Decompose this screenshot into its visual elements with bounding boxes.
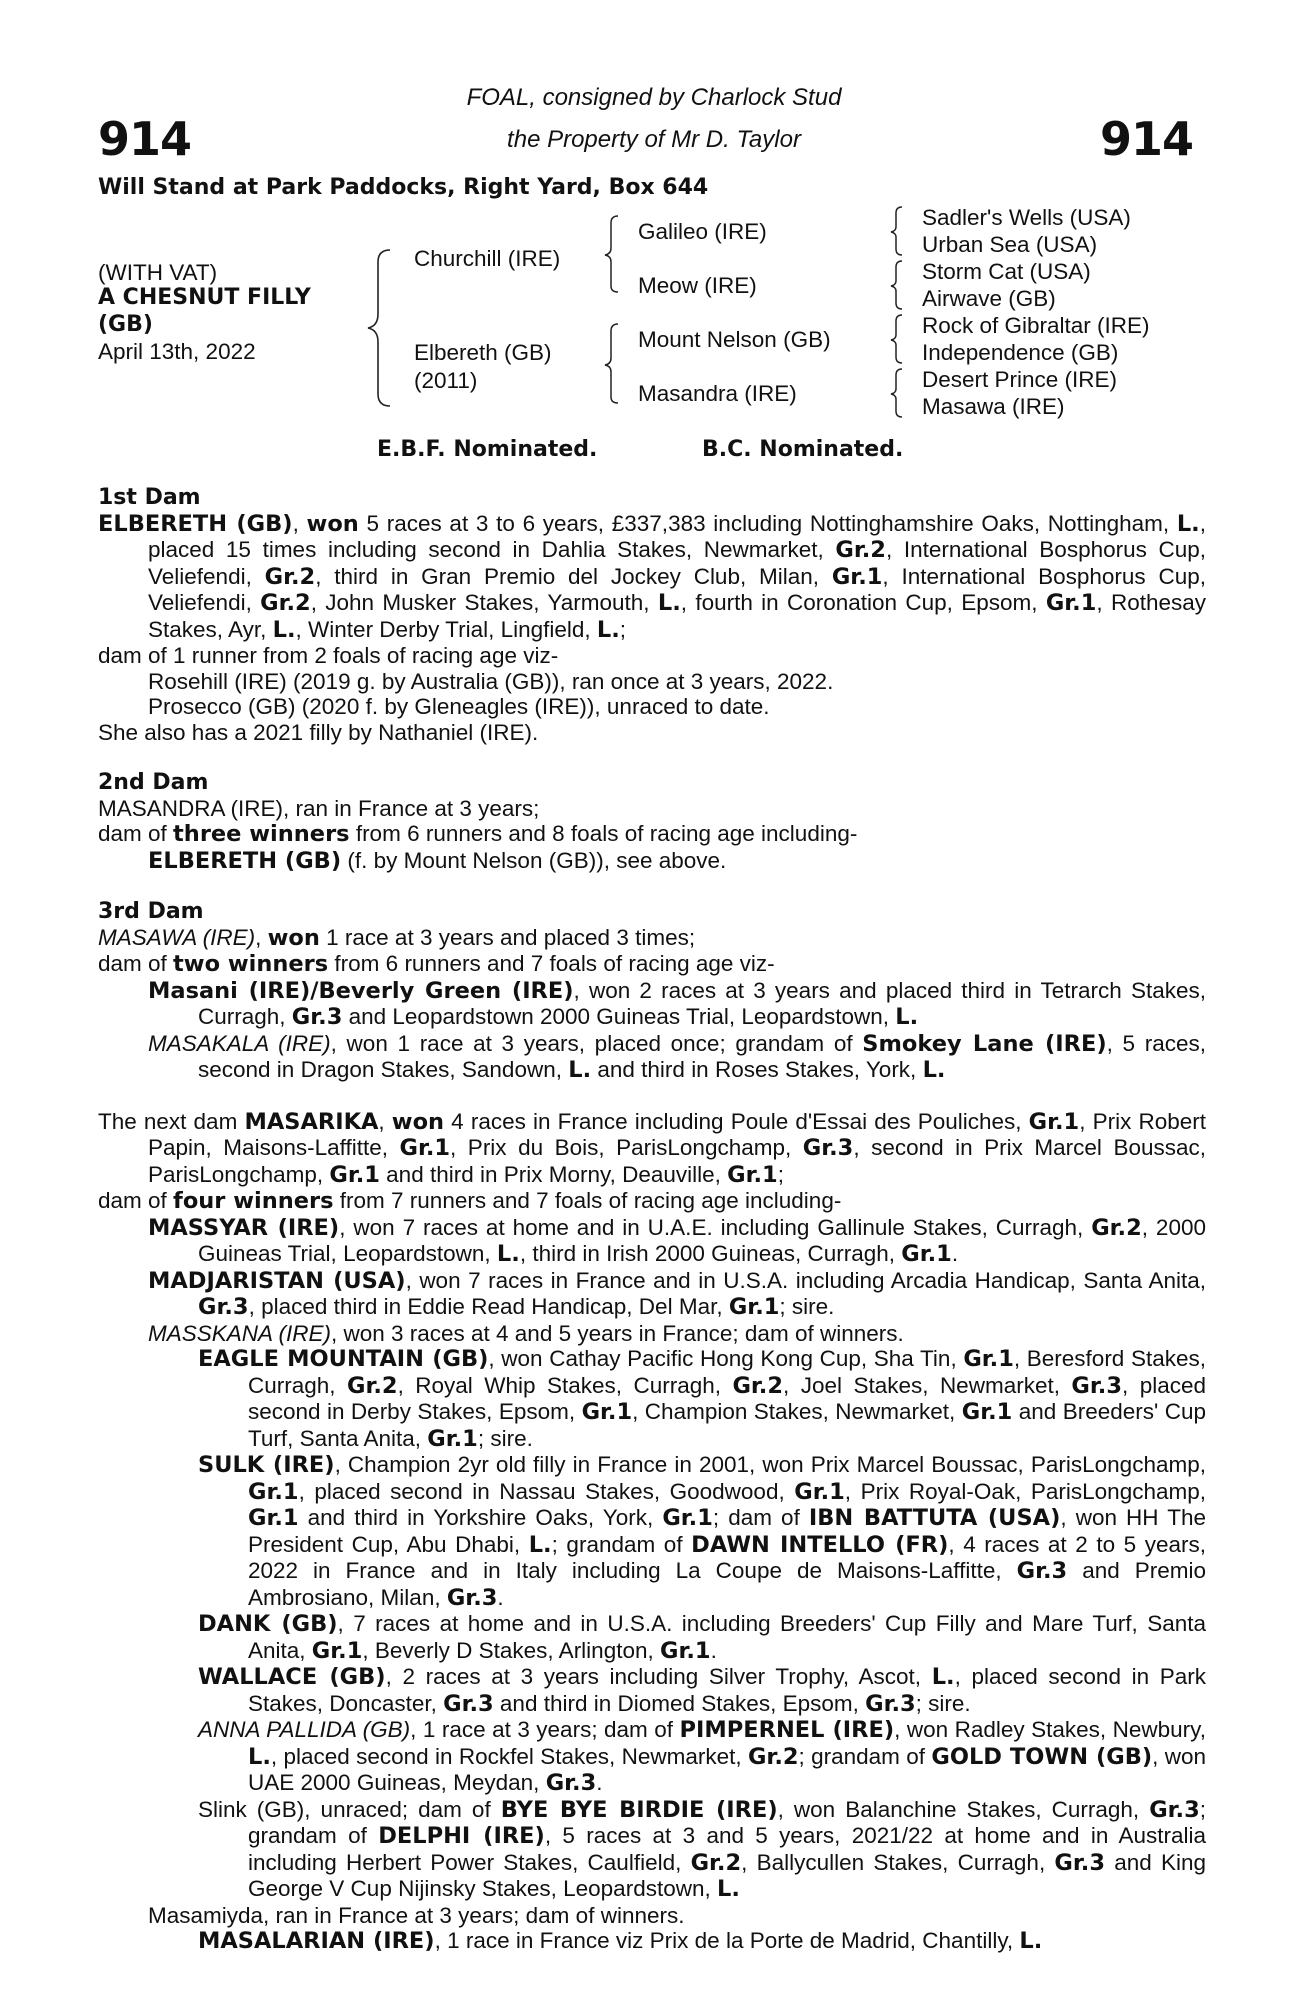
grade-listed: L. [568,1057,592,1083]
won-label: won [391,1108,445,1135]
text: Slink (GB), unraced; dam of [198,1796,501,1822]
record-text: , International Bosphorus Cup, Veliefendi, [148,563,1206,615]
ggp-5: Rock of Gibraltar (IRE) [922,313,1150,338]
pedigree-brace-dam [600,322,624,406]
ggp-8: Masawa (IRE) [922,394,1065,419]
text: , placed second in Park Stakes, Doncaster, [248,1664,1206,1716]
produce-item [98,1321,1206,1347]
produce-name: SULK (IRE) [198,1452,335,1478]
grade-gr3: Gr.3 [545,1770,597,1796]
produce-name: EAGLE MOUNTAIN (GB) [198,1346,489,1372]
vat-note: (WITH VAT) [98,260,218,285]
grade-listed: L. [248,1743,271,1770]
produce-item: Rosehill (IRE) (2019 g. by Australia (GB)), ran once at 3 years, 2022. [148,668,834,694]
grade-gr2: Gr.2 [260,590,311,616]
grade-gr3: Gr.3 [446,1584,498,1611]
grade-gr2: Gr.2 [264,563,316,590]
grade-gr3: Gr.3 [1071,1372,1122,1399]
produce-item: MASSYAR (IRE), won 7 races at home and in U.A.E. including Gallinule Stakes, Curragh, Gr.2, 2000 Guineas Trial, Leopardstown, L., third in Irish 2000 Guineas, Curragh, Gr.1. [148,1214,1206,1267]
produce-item [98,1346,1206,1452]
produce-name: GOLD TOWN (GB) [931,1743,1153,1770]
produce-item: SULK (IRE), Champion 2yr old filly in France in 2001, won Prix Marcel Boussac, ParisLongchamp, Gr.1, placed second in Nassau Stakes, Goodwood, Gr.1, Prix Royal-Oak, ParisLongchamp, Gr.1 and third in Yorkshire Oaks, York, Gr.1; dam of IBN BATTUTA (USA), won HH The President Cup, Abu Dhabi, L.; grandam of DAWN INTELLO (FR), 4 races at 2 to 5 years, 2022 in France and in Italy including La Coupe de Maisons-Laffitte, Gr.3 and Premio Ambrosiano, Milan, Gr.3. [198,1452,1207,1611]
grade-gr1: Gr.1 [831,563,883,590]
text: ; sire. [779,1294,835,1319]
grade-gr3: Gr.3 [1149,1796,1200,1823]
text: , won HH The President Cup, Abu Dhabi, [248,1505,1206,1557]
ggp-7: Desert Prince (IRE) [922,367,1118,392]
dam-dam: Masandra (IRE) [638,381,797,406]
stand-location: Will Stand at Park Paddocks, Right Yard, Box 644 [98,175,709,200]
grade-gr2: Gr.2 [690,1849,742,1876]
next-dam-record: The next dam MASARIKA, won 4 races in France including Poule d'Essai des Pouliches, Gr.1, Prix Robert Papin, Maisons-Laffitte, Gr.1, Prix du Bois, ParisLongchamp, Gr.3, second in Prix Marcel Boussac, ParisLongchamp, Gr.1 and third in Prix Morny, Deauville, Gr.1; [98,1108,1206,1188]
grade-gr1: Gr.1 [581,1399,633,1425]
text: , won 2 races at 3 years and placed third in Tetrarch Stakes, Curragh, [198,977,1207,1029]
text: , Prix Robert Papin, Maisons-Laffitte, [148,1108,1206,1160]
produce-name: MASSKANA (IRE) [148,1320,331,1346]
produce-name: Smokey Lane (IRE) [862,1030,1107,1057]
text: and third in Diomed Stakes, Epsom, [493,1690,866,1716]
grade-gr1: Gr.1 [961,1399,1013,1425]
produce-name: MADJARISTAN (USA) [148,1267,406,1294]
text: , won Radley Stakes, Newbury, [894,1717,1206,1742]
ggp-3: Storm Cat (USA) [922,259,1091,284]
grade-gr1: Gr.1 [901,1241,952,1267]
grade-gr1: Gr.1 [662,1505,713,1531]
grade-gr1: Gr.1 [329,1161,380,1188]
text: , placed third in Eddie Read Handicap, Del Mar, [248,1294,729,1319]
text: ; grandam of [248,1796,1207,1848]
text: ; grandam of [798,1743,932,1769]
produce-name: ANNA PALLIDA (GB) [198,1717,411,1742]
text: , placed second in Derby Stakes, Epsom, [248,1372,1206,1424]
grade-gr2: Gr.2 [347,1372,398,1399]
pedigree-brace-gg2 [886,259,908,311]
grade-gr3: Gr.3 [865,1690,916,1717]
grade-listed: L. [272,616,296,643]
pedigree-brace-sire [600,214,624,294]
text: , won 7 races in France and in U.S.A. including Arcadia Handicap, Santa Anita, [405,1267,1206,1293]
text: from 7 runners and 7 foals of racing age including- [333,1188,842,1213]
winners-count: two winners [173,951,329,977]
ggp-1: Sadler's Wells (USA) [922,205,1131,230]
grade-listed: L. [496,1241,520,1267]
ggp-2: Urban Sea (USA) [922,232,1098,257]
bc-nomination: B.C. Nominated. [702,437,904,462]
produce-item [98,1928,1206,1955]
first-dam-name: ELBERETH (GB) [98,510,293,537]
pedigree-brace-main [360,248,400,408]
produce-name: MASAKALA (IRE) [148,1030,331,1056]
grade-listed: L. [528,1531,552,1558]
record-text: , Rothesay Stakes, Ayr, [148,590,1206,642]
produce-item [98,978,1206,1031]
grade-gr3: Gr.3 [1016,1558,1068,1584]
produce-item [98,1268,1206,1321]
ebf-nomination: E.B.F. Nominated. [377,437,598,462]
produce-name: ELBERETH (GB) [148,847,342,874]
produce-name: PIMPERNEL (IRE) [679,1717,895,1743]
grade-gr3: Gr.3 [1054,1849,1105,1876]
produce-name: WALLACE (GB) [198,1664,386,1690]
record-text: , placed 15 times including second in Dahlia Stakes, Newmarket, [148,510,1206,562]
text: , 4 races at 2 to 5 years, 2022 in France and in Italy including La Coupe de Maisons-Laffitte, [248,1531,1207,1583]
second-dam-record: MASANDRA (IRE), ran in France at 3 years; [98,795,540,821]
text: and King George V Cup Nijinsky Stakes, Leopardstown, [248,1849,1207,1901]
dam-year: (2011) [414,368,478,393]
produce-item [98,1797,1206,1903]
record-text: ; [619,616,627,642]
text: , Champion 2yr old filly in France in 2001, won Prix Marcel Boussac, ParisLongchamp, [334,1452,1206,1477]
text: 4 races in France including Poule d'Essai des Pouliches, [444,1108,1029,1134]
first-dam-record: ELBERETH (GB), won 5 races at 3 to 6 years, £337,383 including Nottinghamshire Oaks, Nottingham, L., placed 15 times including second in Dahlia Stakes, Newmarket, Gr.2, International Bosphorus Cup, Veliefendi, Gr.2, third in Gran Premio del Jockey Club, Milan, Gr.1, International Bosphorus Cup, Veliefendi, Gr.2, John Musker Stakes, Yarmouth, L., fourth in Coronation Cup, Epsom, Gr.1, Rothesay Stakes, Ayr, L., Winter Derby Trial, Lingfield, L.; [98,510,1207,643]
text: , 2000 Guineas Trial, Leopardstown, [198,1214,1206,1266]
grade-gr1: Gr.1 [1028,1108,1080,1135]
grade-gr2: Gr.2 [1091,1214,1142,1241]
horse-country: (GB) [98,312,153,337]
pedigree-brace-gg4 [886,367,908,419]
produce-item: Prosecco (GB) (2020 f. by Gleneagles (IRE)), unraced to date. [148,694,770,719]
text: dam of [98,821,174,846]
grade-gr2: Gr.2 [732,1372,784,1399]
grade-gr1: Gr.1 [1045,590,1097,616]
grade-gr1: Gr.1 [399,1135,451,1161]
produce-item [98,1031,1206,1084]
sire: Churchill (IRE) [414,246,561,271]
text: and Leopardstown 2000 Guineas Trial, Leopardstown, [342,1004,896,1029]
text: ; grandam of [551,1531,692,1557]
produce-name: DAWN INTELLO (FR) [691,1531,949,1558]
grade-listed: L. [931,1664,955,1690]
text: , won Balanchine Stakes, Curragh, [777,1796,1150,1822]
grade-listed: L. [895,1004,919,1030]
first-dam-note: She also has a 2021 filly by Nathaniel (IRE). [98,719,539,745]
next-dam-produce-summary [98,1188,1206,1215]
text: , 5 races at 3 and 5 years, 2021/22 at home and in Australia including Herbert Power Stakes, Caulfield, [248,1823,1206,1875]
produce-item: Masamiyda, ran in France at 3 years; dam of winners. [148,1902,685,1928]
text: , 1 race at 3 years; dam of [410,1717,680,1742]
produce-name: DELPHI (IRE) [378,1823,545,1849]
text: , Beverly D Stakes, Arlington, [362,1637,660,1663]
grade-listed: L. [657,590,681,616]
text: 1 race at 3 years and placed 3 times; [319,924,696,950]
text: ; sire. [915,1690,971,1716]
won-label: won [306,510,359,537]
third-dam-name: MASAWA (IRE) [98,924,256,950]
text: , Beresford Stakes, Curragh, [248,1346,1206,1398]
pedigree-brace-gg1 [886,205,908,257]
text: dam of [98,951,174,976]
text: , second in Prix Marcel Boussac, ParisLongchamp, [148,1135,1206,1187]
text: , Joel Stakes, Newmarket, [783,1372,1072,1398]
third-dam-section [98,899,1206,1084]
owner-line: the Property of Mr D. Taylor [507,126,801,153]
sire-sire: Galileo (IRE) [638,219,767,244]
text: , 1 race in France viz Prix de la Porte de Madrid, Chantilly, [434,1928,1020,1953]
text: , won Cathay Pacific Hong Kong Cup, Sha Tin, [488,1346,964,1371]
record-text: 5 races at 3 to 6 years, £337,383 including Nottinghamshire Oaks, Nottingham, [358,510,1177,536]
first-dam-heading: 1st Dam [98,485,201,510]
text: , won UAE 2000 Guineas, Meydan, [248,1743,1207,1795]
consignor-line: FOAL, consigned by Charlock Stud [466,84,842,111]
record-text: , International Bosphorus Cup, Veliefendi, [148,537,1207,589]
won-label: won [267,924,320,951]
record-text: , John Musker Stakes, Yarmouth, [310,590,658,615]
second-dam-produce-summary [98,821,1206,848]
produce-name: MASSYAR (IRE) [148,1214,340,1241]
third-dam-produce-summary [98,951,1206,978]
pedigree-brace-gg3 [886,313,908,365]
text: The next dam [98,1108,245,1134]
text: ; dam of [712,1505,809,1530]
grade-gr3: Gr.3 [443,1690,494,1717]
produce-item [98,848,1206,875]
text: and third in Prix Morny, Deauville, [379,1161,728,1187]
grade-gr3: Gr.3 [291,1004,343,1030]
third-dam-heading: 3rd Dam [98,899,204,924]
produce-item [98,1664,1206,1717]
grade-gr1: Gr.1 [660,1637,711,1664]
text: and third in Yorkshire Oaks, York, [298,1505,663,1530]
text: , Champion Stakes, Newmarket, [632,1399,962,1424]
foaling-date: April 13th, 2022 [98,339,256,364]
sire-dam: Meow (IRE) [638,273,757,298]
grade-gr2: Gr.2 [747,1743,799,1770]
second-dam-section [98,770,1206,874]
grade-listed: L. [1176,510,1200,537]
produce-item: ANNA PALLIDA (GB), 1 race at 3 years; dam of PIMPERNEL (IRE), won Radley Stakes, Newbury, L., placed second in Rockfel Stakes, Newmarket, Gr.2; grandam of GOLD TOWN (GB), won UAE 2000 Guineas, Meydan, Gr.3. [198,1717,1207,1796]
produce-name: IBN BATTUTA (USA) [808,1505,1061,1531]
next-dam-section [98,1109,1206,1955]
next-dam-name: MASARIKA [244,1108,379,1135]
produce-name: BYE BYE BIRDIE (IRE) [500,1796,778,1823]
text: from 6 runners and 8 foals of racing age including- [349,821,858,846]
dam-sire: Mount Nelson (GB) [638,327,831,352]
text: from 6 runners and 7 foals of racing age viz- [328,951,775,976]
grade-gr1: Gr.1 [728,1294,780,1320]
lot-number-right: 914 [1100,112,1194,166]
text: (f. by Mount Nelson (GB)), see above. [341,847,727,873]
record-text: , fourth in Coronation Cup, Epsom, [680,590,1046,615]
produce-item: DANK (GB), 7 races at home and in U.S.A. including Breeders' Cup Filly and Mare Turf, Santa Anita, Gr.1, Beverly D Stakes, Arlington, Gr.1. [198,1611,1206,1664]
grade-gr1: Gr.1 [963,1346,1014,1372]
winners-count: four winners [173,1188,334,1214]
grade-listed: L. [716,1876,740,1902]
text: , third in Irish 2000 Guineas, Curragh, [519,1241,902,1266]
lot-number-left: 914 [98,112,192,166]
grade-gr3: Gr.3 [198,1294,249,1320]
text: , placed second in Rockfel Stakes, Newmarket, [270,1743,748,1769]
record-text: , Winter Derby Trial, Lingfield, [295,616,597,642]
second-dam-heading: 2nd Dam [98,770,209,795]
grade-gr1: Gr.1 [794,1478,845,1505]
text: , won 1 race at 3 years, placed once; grandam of [330,1030,863,1056]
grade-gr3: Gr.3 [802,1135,854,1161]
text: , 5 races, second in Dragon Stakes, Sandown, [198,1030,1206,1082]
text: ; sire. [477,1425,533,1451]
text: , Ballycullen Stakes, Curragh, [741,1849,1055,1875]
text: and Breeders' Cup Turf, Santa Anita, [248,1399,1206,1451]
text: , Prix Royal-Oak, ParisLongchamp, [844,1478,1206,1504]
grade-gr1: Gr.1 [427,1425,478,1452]
ggp-6: Independence (GB) [922,340,1119,365]
produce-name: MASALARIAN (IRE) [198,1928,435,1954]
first-dam-section [98,485,1206,745]
text: and third in Roses Stakes, York, [591,1057,923,1082]
text: , 2 races at 3 years including Silver Trophy, Ascot, [385,1664,932,1689]
grade-listed: L. [1019,1928,1043,1954]
grade-gr1: Gr.1 [248,1505,299,1531]
grade-listed: L. [922,1057,946,1083]
grade-listed: L. [596,616,620,643]
grade-gr2: Gr.2 [835,537,886,563]
winners-count: three winners [173,821,350,847]
grade-gr1: Gr.1 [727,1161,778,1188]
text: , 7 races at home and in U.S.A. including Breeders' Cup Filly and Mare Turf, Santa Anita, [248,1611,1206,1663]
text: and Premio Ambrosiano, Milan, [248,1558,1206,1610]
text: , placed second in Nassau Stakes, Goodwood, [298,1478,795,1504]
text: dam of [98,1188,174,1213]
grade-gr1: Gr.1 [311,1637,363,1664]
produce-name: Masani (IRE)/Beverly Green (IRE) [148,977,574,1004]
text: , Prix du Bois, ParisLongchamp, [450,1135,803,1160]
first-dam-produce-summary: dam of 1 runner from 2 foals of racing age viz- [98,643,559,668]
record-text: , third in Gran Premio del Jockey Club, Milan, [315,563,832,589]
produce-name: DANK (GB) [198,1611,338,1637]
text: , won 7 races at home and in U.A.E. including Gallinule Stakes, Curragh, [339,1214,1092,1240]
text: , Royal Whip Stakes, Curragh, [397,1372,733,1398]
ggp-4: Airwave (GB) [922,286,1056,311]
third-dam-record: MASAWA (IRE), won 1 race at 3 years and placed 3 times; [98,924,696,951]
catalogue-body [98,485,1206,1955]
grade-gr1: Gr.1 [248,1478,299,1505]
text: , won 3 races at 4 and 5 years in France; dam of winners. [330,1320,904,1346]
horse-name: A CHESNUT FILLY [98,285,311,310]
dam: Elbereth (GB) [414,340,552,365]
